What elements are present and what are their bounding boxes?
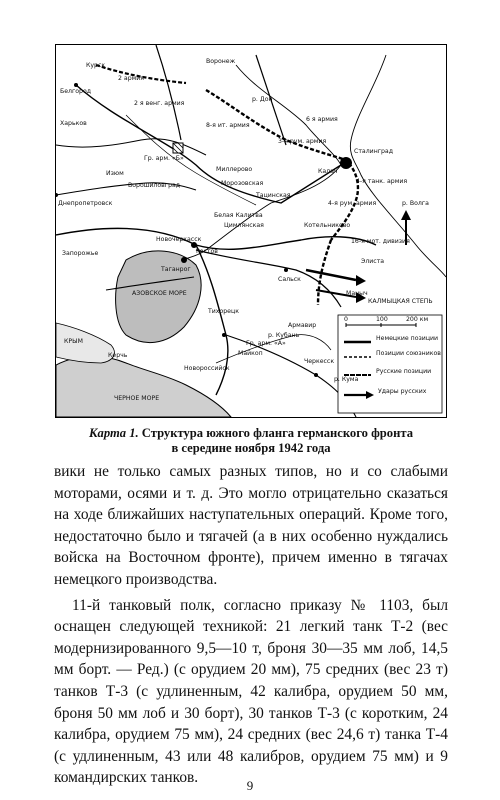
caption-title: Структура южного фланга германского фронта (141, 426, 413, 440)
label-group-b: Гр. арм. «Б» (144, 155, 184, 162)
label-army2: 2 армия (118, 75, 145, 82)
label-novorossiysk: Новороссийск (184, 365, 230, 372)
label-army16: 16-я мот. дивизия (351, 238, 410, 245)
label-tsimlyanskaya: Цимлянская (224, 222, 264, 229)
railway-line (156, 45, 181, 140)
caption-line-1 (55, 426, 447, 441)
label-cherkessk: Черкесск (304, 358, 335, 365)
label-army4: 4-я танк. армия (356, 178, 408, 185)
map-legend (338, 315, 442, 413)
scale-zero: 0 (344, 316, 348, 323)
don-river (184, 65, 341, 260)
city-dot (56, 193, 58, 197)
label-azov-sea: АЗОВСКОЕ МОРЕ (132, 290, 187, 297)
legend-allied: Позиции союзников (376, 350, 441, 357)
label-belgorod: Белгород (60, 88, 92, 95)
railway-line (196, 245, 228, 395)
city-dot (181, 257, 187, 263)
label-black-sea: ЧЕРНОЕ МОРЕ (114, 395, 160, 402)
label-dnepropetrovsk: Днепропетровск (58, 200, 113, 207)
scale-mid: 100 (376, 316, 388, 323)
legend-german: Немецкие позиции (376, 335, 439, 342)
label-kerch: Керчь (108, 352, 128, 359)
paragraph-1: вики не только самых разных типов, но и со слабыми моторами, осями и т. д. Это могло отрицательно сказаться на ходе ближайших наступательных операций. Кроме того, недостаточно было и тягачей (а в них особенно нуждались войска на Восточном фронте), причем именно в тягачах немецкого производства. (54, 463, 448, 588)
label-stalingrad: Сталинград (354, 148, 393, 155)
label-voronezh: Воронеж (206, 58, 236, 65)
attack-arrowhead (401, 210, 411, 220)
label-rostov: Ростов (196, 248, 218, 255)
attack-arrowhead (356, 275, 366, 286)
label-volga: р. Волга (402, 200, 429, 207)
label-kursk: Курск (86, 62, 106, 69)
legend-attacks: Удары русских (378, 388, 427, 395)
stalingrad-marker (340, 157, 352, 169)
caption-tag: Карта 1. (88, 426, 139, 440)
body-text (54, 461, 448, 789)
city-dot (222, 333, 226, 337)
label-tikhoretsk: Тихорецк (208, 308, 239, 315)
city-dot (74, 83, 78, 87)
label-army3rom: 3-я рум. армия (278, 138, 327, 145)
page-number: 9 (246, 778, 254, 793)
label-crimea: КРЫМ (64, 338, 83, 345)
label-belaya-kalitva: Белая Калитва (214, 212, 263, 219)
label-tatsinskaya: Тацинская (256, 192, 291, 199)
label-izyum: Изюм (106, 170, 124, 177)
city-dot (314, 373, 318, 377)
label-novocherkassk: Новочеркасск (156, 236, 202, 243)
label-taganrog: Таганрог (161, 266, 191, 273)
label-army4rom: 4-я рум. армия (328, 200, 377, 207)
label-don: р. Дон (252, 96, 273, 103)
label-zaporozhye: Запорожье (62, 250, 99, 257)
label-kalmyk-steppe: КАЛМЫЦКАЯ СТЕПЬ (368, 298, 433, 305)
legend-russian: Русские позиции (376, 368, 432, 375)
label-manych: Маныч (346, 290, 368, 297)
label-kuban: р. Кубань (268, 332, 300, 339)
caption-line-2: в середине ноября 1942 года (171, 441, 331, 455)
label-millerovo: Миллерово (216, 166, 253, 173)
label-kharkov: Харьков (60, 120, 87, 127)
label-voroshilovgrad: Ворошиловград (128, 182, 181, 189)
label-kuma: р. Кума (334, 376, 359, 383)
paragraph-2: 11-й танковый полк, согласно приказу № 1103, был оснащен следующей техникой: 21 легкий танк Т-2 (вес модернизированного 9,5—10 т, броня 30—35 мм лоб, 14,5 мм борт. — Ред.) (с орудием 20 мм), 75 средних (вес 23 т) танков Т-3 (с удлиненным, 42 калибра, орудием 50 мм, броня 50 мм лоб и 30 борт), 30 танков Т-3 (с коротким, 24 калибра, орудием 75 мм), 24 средних (вес 24,6 т) танка Т-4 (с удлиненным, 43 или 48 калибров, орудием 75 мм) и 9 командирских танков. (54, 596, 448, 787)
label-hungarian-army2: 2 я венг. армия (134, 100, 185, 107)
label-army6: 6 я армия (306, 116, 338, 123)
label-morozovsk: Морозовская (221, 180, 264, 187)
label-maykop: Майкоп (238, 350, 263, 357)
label-salsk: Сальск (278, 276, 301, 283)
map-caption (55, 426, 447, 456)
scale-end: 200 км (406, 316, 429, 323)
label-armavir: Армавир (288, 322, 317, 329)
map-figure (55, 44, 447, 418)
label-elista: Элиста (361, 258, 385, 265)
label-army8: 8-я ит. армия (206, 122, 250, 129)
label-group-a: Гр. арм. «А» (246, 340, 286, 347)
city-dot (284, 268, 288, 272)
label-kalach: Калач (318, 168, 338, 175)
map-svg (56, 45, 446, 417)
label-kotelnikovo: Котельниково (304, 222, 351, 229)
